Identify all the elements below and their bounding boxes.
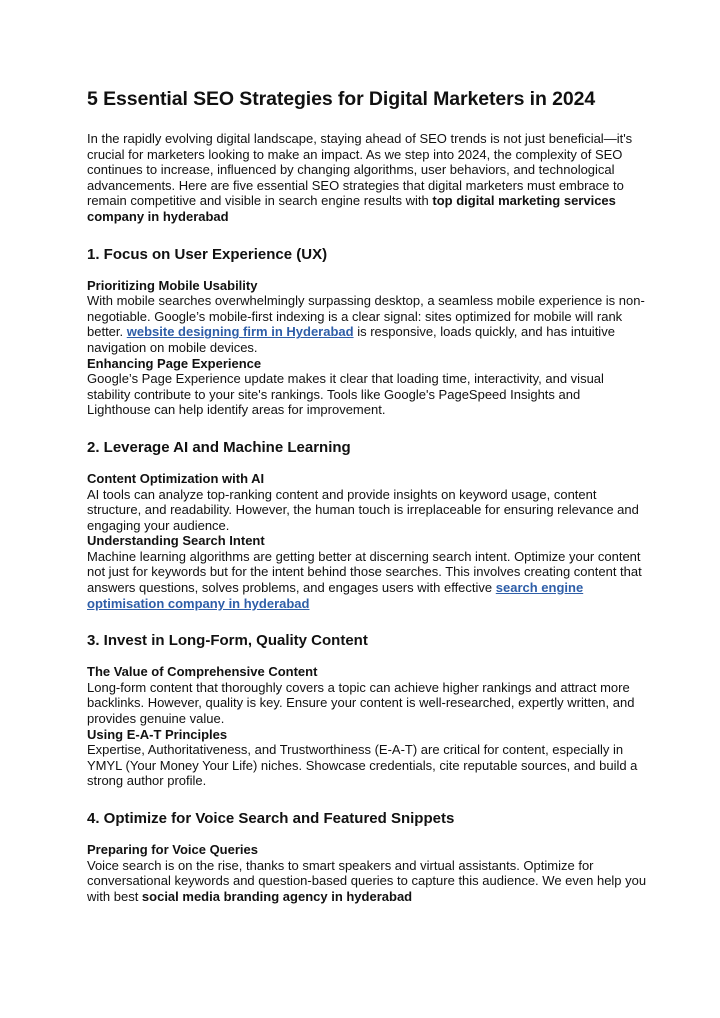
section-1-p1-text-end: is responsive, loads quickly, and has intuitive navigation on mobile devices.: [87, 324, 615, 355]
section-1: [87, 246, 647, 418]
section-3-paragraph-2: Expertise, Authoritativeness, and Trustworthiness (E-A-T) are critical for content, especially in YMYL (Your Money Your Life) niches. Showcase credentials, cite reputable sources, and build a strong author profile.: [87, 742, 638, 789]
section-2: [87, 439, 647, 611]
section-1-subheading-2: Enhancing Page Experience: [87, 355, 262, 371]
section-4-bold-keyword: social media branding agency in hyderabad: [141, 888, 413, 904]
intro-text: In the rapidly evolving digital landscape, staying ahead of SEO trends is not just beneficial—it's crucial for marketers looking to make an impact. As we step into 2024, the complexity of SEO continues to increase, influenced by changing algorithms, user behaviors, and technological advancements. Here are five essential SEO strategies that digital marketers must embrace to remain competitive and visible in search engine results with: [87, 131, 633, 209]
page-title: 5 Essential SEO Strategies for Digital Marketers in 2024: [87, 88, 596, 110]
intro-paragraph: [87, 131, 647, 225]
intro-bold-keyword: top digital marketing services company in hyderabad: [87, 193, 616, 224]
section-1-heading: 1. Focus on User Experience (UX): [87, 245, 328, 263]
section-3-subheading-1: The Value of Comprehensive Content: [87, 664, 318, 680]
section-4-paragraph-1: [87, 858, 647, 905]
section-2-subheading-2: Understanding Search Intent: [87, 533, 265, 549]
seo-company-link[interactable]: search engine optimisation company in hyderabad: [87, 580, 584, 611]
section-2-subheading-1: Content Optimization with AI: [87, 470, 265, 486]
section-4-subheading-1: Preparing for Voice Queries: [87, 842, 258, 857]
section-3: [87, 632, 647, 789]
section-3-heading: 3. Invest in Long-Form, Quality Content: [87, 632, 368, 650]
section-2-p2-text: Machine learning algorithms are getting better at discerning search intent. Optimize your content not just for keywords but for the intent behind those searches. This involves creating content that answers questions, solves problems, and engages users with effective: [87, 548, 642, 596]
section-1-p1-text: With mobile searches overwhelmingly surpassing desktop, a seamless mobile experience is non-negotiable. Google’s mobile-first indexing is a clear signal: sites optimized for mobile will rank better.: [87, 293, 645, 340]
section-4: [87, 810, 647, 904]
section-2-paragraph-1: AI tools can analyze top-ranking content and provide insights on keyword usage, content structure, and readability. However, the human touch is irreplaceable for ensuring relevance and engaging your audience.: [87, 486, 639, 533]
section-4-heading: 4. Optimize for Voice Search and Featured Snippets: [87, 810, 455, 827]
document-page: [87, 86, 647, 925]
section-1-paragraph-1: [87, 293, 647, 355]
section-2-paragraph-2: [87, 549, 647, 611]
section-1-subheading-1: Prioritizing Mobile Usability: [87, 277, 258, 293]
section-3-subheading-2: Using E-A-T Principles: [87, 726, 228, 742]
section-4-p1-text: Voice search is on the rise, thanks to smart speakers and virtual assistants. Optimize for conversational keywords and question-based queries to capture this audience. We even help you with best: [87, 857, 647, 904]
section-2-heading: 2. Leverage AI and Machine Learning: [87, 438, 351, 456]
section-1-paragraph-2: Google’s Page Experience update makes it clear that loading time, interactivity, and visual stability contribute to your site's rankings. Tools like Google's PageSpeed Insights and Lighthouse can help identify areas for improvement.: [87, 371, 604, 418]
section-3-paragraph-1: Long-form content that thoroughly covers a topic can achieve higher rankings and attract more backlinks. However, quality is key. Ensure your content is well-researched, expertly written, and provides genuine value.: [87, 679, 635, 727]
website-designing-link[interactable]: website designing firm in Hyderabad: [126, 324, 354, 340]
